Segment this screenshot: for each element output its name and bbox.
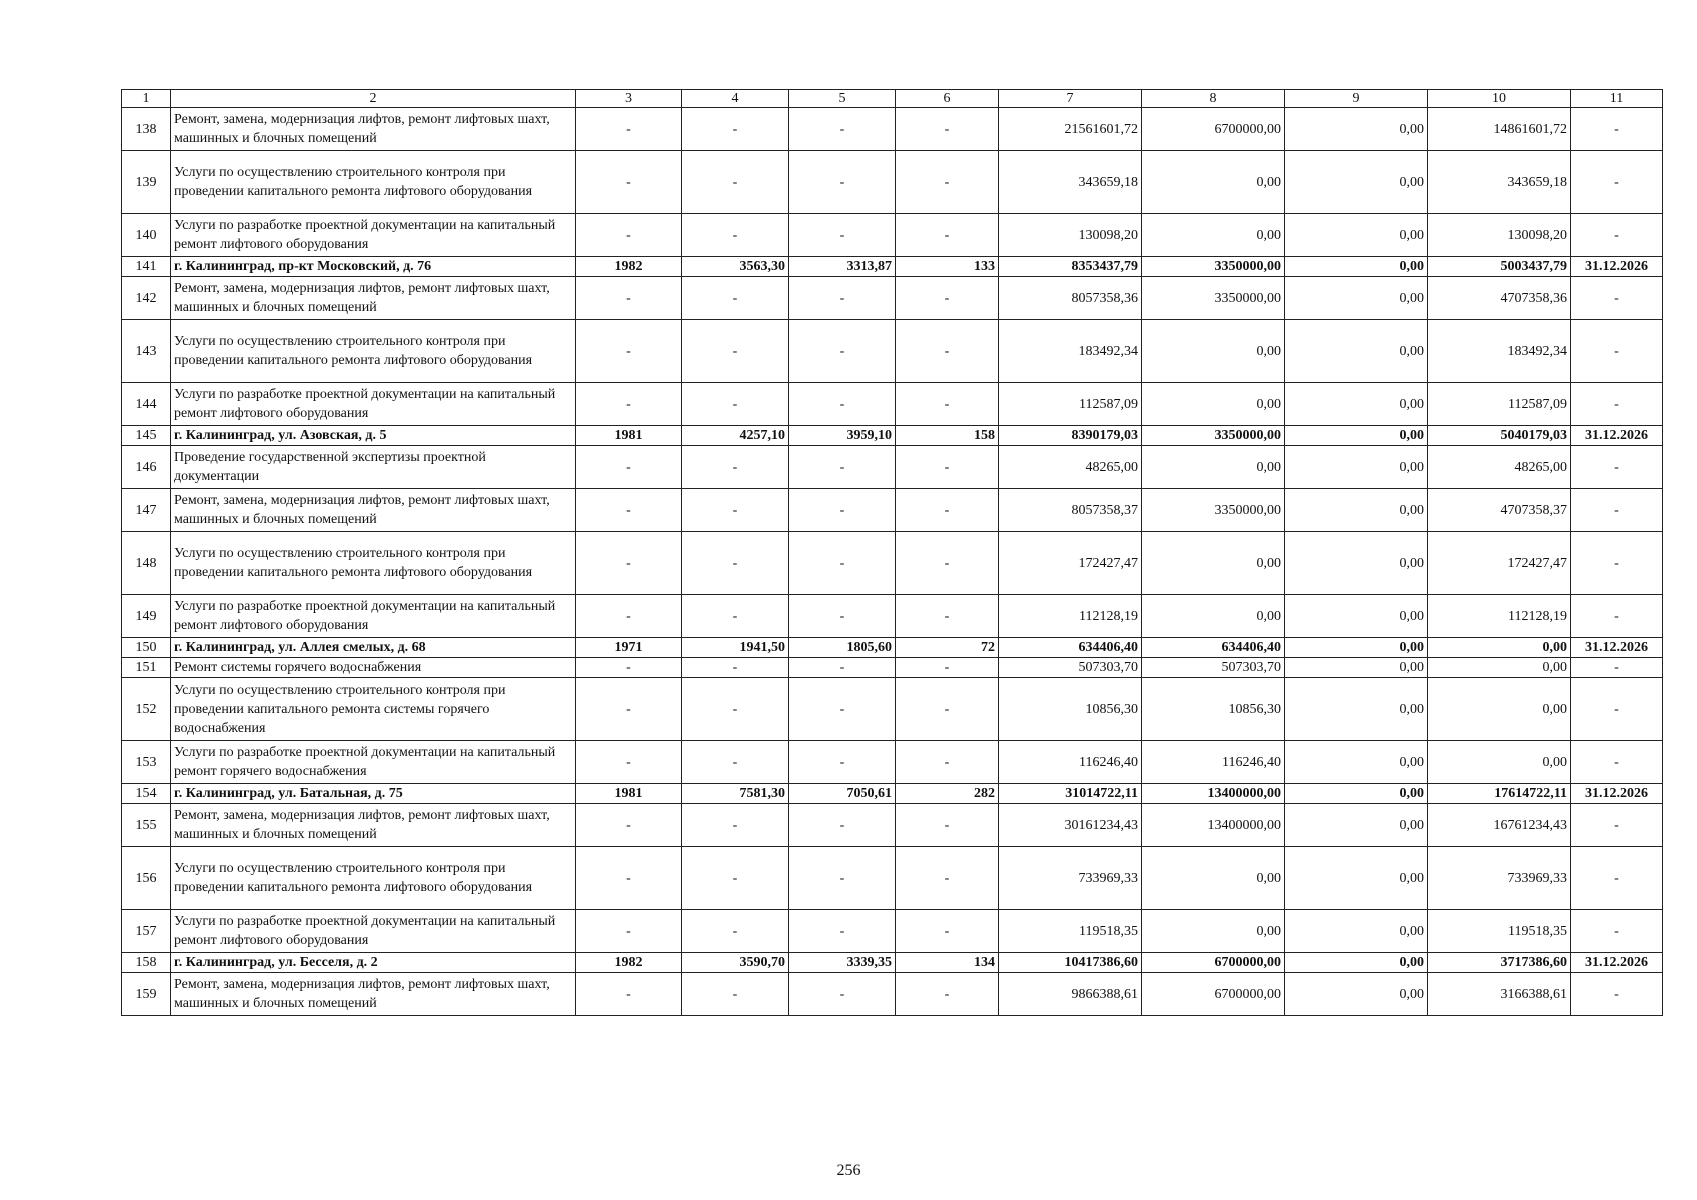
col11-date-cell: -	[1571, 383, 1663, 426]
row-number-cell: 148	[122, 532, 171, 595]
address-row	[122, 638, 1663, 658]
col4-cell: 3563,30	[682, 257, 789, 277]
col7-amount-cell: 130098,20	[999, 214, 1142, 257]
col6-cell: -	[896, 320, 999, 383]
column-header: 4	[682, 90, 789, 108]
col6-cell: 158	[896, 426, 999, 446]
col5-cell: -	[789, 678, 896, 741]
col5-cell: -	[789, 595, 896, 638]
col8-amount-cell: 0,00	[1142, 446, 1285, 489]
row-number-cell: 141	[122, 257, 171, 277]
col6-cell: 134	[896, 953, 999, 973]
row-number-cell: 145	[122, 426, 171, 446]
col7-amount-cell: 31014722,11	[999, 784, 1142, 804]
col9-amount-cell: 0,00	[1285, 277, 1428, 320]
page-number: 256	[836, 1162, 861, 1179]
col6-cell: -	[896, 741, 999, 784]
col7-amount-cell: 507303,70	[999, 658, 1142, 678]
row-number-cell: 151	[122, 658, 171, 678]
work-item-row	[122, 973, 1663, 1016]
col10-amount-cell: 0,00	[1428, 741, 1571, 784]
col9-amount-cell: 0,00	[1285, 108, 1428, 151]
col7-amount-cell: 30161234,43	[999, 804, 1142, 847]
col3-cell: 1981	[576, 426, 682, 446]
column-header: 5	[789, 90, 896, 108]
col8-amount-cell: 13400000,00	[1142, 784, 1285, 804]
address-row	[122, 784, 1663, 804]
col11-date-cell: -	[1571, 678, 1663, 741]
col9-amount-cell: 0,00	[1285, 151, 1428, 214]
col8-amount-cell: 507303,70	[1142, 658, 1285, 678]
col3-cell: -	[576, 383, 682, 426]
col5-cell: -	[789, 804, 896, 847]
col11-date-cell: 31.12.2026	[1571, 257, 1663, 277]
col6-cell: -	[896, 489, 999, 532]
col8-amount-cell: 0,00	[1142, 910, 1285, 953]
work-name-cell: Ремонт, замена, модернизация лифтов, ремонт лифтовых шахт, машинных и блочных помещений	[171, 489, 576, 532]
col8-amount-cell: 0,00	[1142, 320, 1285, 383]
col6-cell: 133	[896, 257, 999, 277]
col5-cell: -	[789, 383, 896, 426]
col10-amount-cell: 5040179,03	[1428, 426, 1571, 446]
col4-cell: -	[682, 214, 789, 257]
col10-amount-cell: 0,00	[1428, 678, 1571, 741]
col6-cell: 282	[896, 784, 999, 804]
col4-cell: -	[682, 489, 789, 532]
col10-amount-cell: 4707358,37	[1428, 489, 1571, 532]
col5-cell: 3959,10	[789, 426, 896, 446]
work-name-cell: г. Калининград, ул. Бесселя, д. 2	[171, 953, 576, 973]
col10-amount-cell: 4707358,36	[1428, 277, 1571, 320]
col3-cell: -	[576, 151, 682, 214]
row-number-cell: 138	[122, 108, 171, 151]
work-item-row	[122, 741, 1663, 784]
col4-cell: -	[682, 277, 789, 320]
col10-amount-cell: 5003437,79	[1428, 257, 1571, 277]
column-header: 7	[999, 90, 1142, 108]
col3-cell: -	[576, 446, 682, 489]
work-item-row	[122, 595, 1663, 638]
col8-amount-cell: 3350000,00	[1142, 277, 1285, 320]
col6-cell: -	[896, 658, 999, 678]
col4-cell: -	[682, 532, 789, 595]
col4-cell: 4257,10	[682, 426, 789, 446]
work-item-row	[122, 108, 1663, 151]
work-name-cell: Ремонт, замена, модернизация лифтов, ремонт лифтовых шахт, машинных и блочных помещений	[171, 108, 576, 151]
col3-cell: -	[576, 108, 682, 151]
col6-cell: -	[896, 214, 999, 257]
col8-amount-cell: 6700000,00	[1142, 973, 1285, 1016]
row-number-cell: 139	[122, 151, 171, 214]
column-header: 1	[122, 90, 171, 108]
col4-cell: -	[682, 320, 789, 383]
col5-cell: -	[789, 847, 896, 910]
work-item-row	[122, 678, 1663, 741]
col7-amount-cell: 8057358,36	[999, 277, 1142, 320]
col11-date-cell: 31.12.2026	[1571, 638, 1663, 658]
col8-amount-cell: 0,00	[1142, 383, 1285, 426]
row-number-cell: 140	[122, 214, 171, 257]
col9-amount-cell: 0,00	[1285, 532, 1428, 595]
work-item-row	[122, 910, 1663, 953]
col5-cell: -	[789, 214, 896, 257]
row-number-cell: 152	[122, 678, 171, 741]
col5-cell: -	[789, 973, 896, 1016]
col9-amount-cell: 0,00	[1285, 489, 1428, 532]
col6-cell: 72	[896, 638, 999, 658]
col3-cell: -	[576, 847, 682, 910]
col6-cell: -	[896, 151, 999, 214]
col5-cell: 3313,87	[789, 257, 896, 277]
col4-cell: -	[682, 446, 789, 489]
col3-cell: -	[576, 214, 682, 257]
col10-amount-cell: 0,00	[1428, 658, 1571, 678]
work-item-row	[122, 658, 1663, 678]
col3-cell: 1982	[576, 257, 682, 277]
col8-amount-cell: 3350000,00	[1142, 257, 1285, 277]
col8-amount-cell: 3350000,00	[1142, 426, 1285, 446]
work-item-row	[122, 151, 1663, 214]
col3-cell: -	[576, 277, 682, 320]
row-number-cell: 158	[122, 953, 171, 973]
work-item-row	[122, 532, 1663, 595]
work-name-cell: Проведение государственной экспертизы проектной документации	[171, 446, 576, 489]
col10-amount-cell: 16761234,43	[1428, 804, 1571, 847]
col7-amount-cell: 733969,33	[999, 847, 1142, 910]
row-number-cell: 154	[122, 784, 171, 804]
col3-cell: 1982	[576, 953, 682, 973]
col5-cell: 7050,61	[789, 784, 896, 804]
col10-amount-cell: 17614722,11	[1428, 784, 1571, 804]
row-number-cell: 157	[122, 910, 171, 953]
col7-amount-cell: 10856,30	[999, 678, 1142, 741]
col9-amount-cell: 0,00	[1285, 320, 1428, 383]
column-header: 2	[171, 90, 576, 108]
col6-cell: -	[896, 678, 999, 741]
col7-amount-cell: 183492,34	[999, 320, 1142, 383]
col11-date-cell: -	[1571, 214, 1663, 257]
work-name-cell: Ремонт, замена, модернизация лифтов, ремонт лифтовых шахт, машинных и блочных помещений	[171, 973, 576, 1016]
col4-cell: -	[682, 151, 789, 214]
col10-amount-cell: 172427,47	[1428, 532, 1571, 595]
col7-amount-cell: 8353437,79	[999, 257, 1142, 277]
col4-cell: 1941,50	[682, 638, 789, 658]
col10-amount-cell: 0,00	[1428, 638, 1571, 658]
row-number-cell: 146	[122, 446, 171, 489]
work-name-cell: Услуги по осуществлению строительного контроля при проведении капитального ремонта лифтового оборудования	[171, 532, 576, 595]
work-item-row	[122, 446, 1663, 489]
column-header: 3	[576, 90, 682, 108]
col4-cell: -	[682, 383, 789, 426]
col8-amount-cell: 0,00	[1142, 214, 1285, 257]
col11-date-cell: -	[1571, 532, 1663, 595]
col7-amount-cell: 10417386,60	[999, 953, 1142, 973]
col11-date-cell: -	[1571, 108, 1663, 151]
col9-amount-cell: 0,00	[1285, 784, 1428, 804]
row-number-cell: 155	[122, 804, 171, 847]
col7-amount-cell: 48265,00	[999, 446, 1142, 489]
col11-date-cell: -	[1571, 277, 1663, 320]
work-item-row	[122, 383, 1663, 426]
col11-date-cell: -	[1571, 151, 1663, 214]
col11-date-cell: -	[1571, 741, 1663, 784]
col9-amount-cell: 0,00	[1285, 595, 1428, 638]
col11-date-cell: -	[1571, 595, 1663, 638]
col9-amount-cell: 0,00	[1285, 953, 1428, 973]
work-item-row	[122, 320, 1663, 383]
column-number-header-row	[122, 90, 1663, 108]
column-header: 8	[1142, 90, 1285, 108]
col3-cell: 1981	[576, 784, 682, 804]
col3-cell: -	[576, 658, 682, 678]
work-name-cell: Ремонт, замена, модернизация лифтов, ремонт лифтовых шахт, машинных и блочных помещений	[171, 804, 576, 847]
col8-amount-cell: 116246,40	[1142, 741, 1285, 784]
col6-cell: -	[896, 532, 999, 595]
col6-cell: -	[896, 804, 999, 847]
col9-amount-cell: 0,00	[1285, 847, 1428, 910]
col4-cell: -	[682, 595, 789, 638]
col7-amount-cell: 343659,18	[999, 151, 1142, 214]
work-item-row	[122, 804, 1663, 847]
col4-cell: -	[682, 804, 789, 847]
col6-cell: -	[896, 910, 999, 953]
col4-cell: -	[682, 847, 789, 910]
col11-date-cell: -	[1571, 489, 1663, 532]
col4-cell: -	[682, 910, 789, 953]
row-number-cell: 153	[122, 741, 171, 784]
address-row	[122, 426, 1663, 446]
col9-amount-cell: 0,00	[1285, 973, 1428, 1016]
col5-cell: -	[789, 151, 896, 214]
row-number-cell: 149	[122, 595, 171, 638]
col5-cell: -	[789, 489, 896, 532]
col10-amount-cell: 733969,33	[1428, 847, 1571, 910]
col7-amount-cell: 112128,19	[999, 595, 1142, 638]
col7-amount-cell: 116246,40	[999, 741, 1142, 784]
work-name-cell: г. Калининград, ул. Аллея смелых, д. 68	[171, 638, 576, 658]
row-number-cell: 150	[122, 638, 171, 658]
col11-date-cell: -	[1571, 320, 1663, 383]
col7-amount-cell: 8057358,37	[999, 489, 1142, 532]
col6-cell: -	[896, 847, 999, 910]
col10-amount-cell: 112587,09	[1428, 383, 1571, 426]
col8-amount-cell: 13400000,00	[1142, 804, 1285, 847]
work-name-cell: Услуги по разработке проектной документации на капитальный ремонт лифтового оборудования	[171, 595, 576, 638]
col5-cell: -	[789, 320, 896, 383]
col9-amount-cell: 0,00	[1285, 257, 1428, 277]
work-name-cell: Услуги по осуществлению строительного контроля при проведении капитального ремонта лифтового оборудования	[171, 847, 576, 910]
col6-cell: -	[896, 973, 999, 1016]
col9-amount-cell: 0,00	[1285, 214, 1428, 257]
col7-amount-cell: 21561601,72	[999, 108, 1142, 151]
column-header: 10	[1428, 90, 1571, 108]
col6-cell: -	[896, 108, 999, 151]
work-name-cell: Услуги по разработке проектной документации на капитальный ремонт лифтового оборудования	[171, 910, 576, 953]
col9-amount-cell: 0,00	[1285, 658, 1428, 678]
col10-amount-cell: 112128,19	[1428, 595, 1571, 638]
work-name-cell: Ремонт системы горячего водоснабжения	[171, 658, 576, 678]
col6-cell: -	[896, 277, 999, 320]
col5-cell: -	[789, 658, 896, 678]
col8-amount-cell: 0,00	[1142, 595, 1285, 638]
work-item-row	[122, 489, 1663, 532]
col11-date-cell: 31.12.2026	[1571, 784, 1663, 804]
col3-cell: -	[576, 973, 682, 1016]
col6-cell: -	[896, 595, 999, 638]
address-row	[122, 953, 1663, 973]
work-name-cell: Услуги по осуществлению строительного контроля при проведении капитального ремонта лифтового оборудования	[171, 151, 576, 214]
col11-date-cell: -	[1571, 973, 1663, 1016]
col11-date-cell: 31.12.2026	[1571, 953, 1663, 973]
col10-amount-cell: 3166388,61	[1428, 973, 1571, 1016]
col11-date-cell: -	[1571, 804, 1663, 847]
col10-amount-cell: 119518,35	[1428, 910, 1571, 953]
row-number-cell: 143	[122, 320, 171, 383]
col10-amount-cell: 130098,20	[1428, 214, 1571, 257]
col7-amount-cell: 8390179,03	[999, 426, 1142, 446]
col5-cell: -	[789, 277, 896, 320]
col3-cell: -	[576, 741, 682, 784]
col4-cell: -	[682, 678, 789, 741]
work-item-row	[122, 277, 1663, 320]
col3-cell: -	[576, 489, 682, 532]
col4-cell: -	[682, 741, 789, 784]
col6-cell: -	[896, 383, 999, 426]
col8-amount-cell: 6700000,00	[1142, 108, 1285, 151]
col9-amount-cell: 0,00	[1285, 741, 1428, 784]
work-item-row	[122, 847, 1663, 910]
col3-cell: -	[576, 678, 682, 741]
col11-date-cell: -	[1571, 847, 1663, 910]
col8-amount-cell: 0,00	[1142, 847, 1285, 910]
col4-cell: -	[682, 108, 789, 151]
col8-amount-cell: 0,00	[1142, 151, 1285, 214]
col11-date-cell: -	[1571, 446, 1663, 489]
col4-cell: -	[682, 973, 789, 1016]
col5-cell: -	[789, 910, 896, 953]
col9-amount-cell: 0,00	[1285, 804, 1428, 847]
col7-amount-cell: 119518,35	[999, 910, 1142, 953]
column-header: 9	[1285, 90, 1428, 108]
col11-date-cell: 31.12.2026	[1571, 426, 1663, 446]
col3-cell: -	[576, 804, 682, 847]
col9-amount-cell: 0,00	[1285, 426, 1428, 446]
col9-amount-cell: 0,00	[1285, 910, 1428, 953]
col7-amount-cell: 112587,09	[999, 383, 1142, 426]
row-number-cell: 144	[122, 383, 171, 426]
work-name-cell: Услуги по осуществлению строительного контроля при проведении капитального ремонта системы горячего водоснабжения	[171, 678, 576, 741]
col8-amount-cell: 0,00	[1142, 532, 1285, 595]
row-number-cell: 142	[122, 277, 171, 320]
col9-amount-cell: 0,00	[1285, 678, 1428, 741]
col10-amount-cell: 343659,18	[1428, 151, 1571, 214]
address-row	[122, 257, 1663, 277]
col8-amount-cell: 10856,30	[1142, 678, 1285, 741]
row-number-cell: 156	[122, 847, 171, 910]
col5-cell: -	[789, 446, 896, 489]
work-name-cell: Услуги по разработке проектной документации на капитальный ремонт горячего водоснабжения	[171, 741, 576, 784]
work-name-cell: г. Калининград, ул. Азовская, д. 5	[171, 426, 576, 446]
col7-amount-cell: 9866388,61	[999, 973, 1142, 1016]
work-name-cell: Услуги по осуществлению строительного контроля при проведении капитального ремонта лифтового оборудования	[171, 320, 576, 383]
col5-cell: -	[789, 741, 896, 784]
column-header: 11	[1571, 90, 1663, 108]
col4-cell: 3590,70	[682, 953, 789, 973]
col8-amount-cell: 3350000,00	[1142, 489, 1285, 532]
col10-amount-cell: 3717386,60	[1428, 953, 1571, 973]
col4-cell: -	[682, 658, 789, 678]
col11-date-cell: -	[1571, 910, 1663, 953]
col3-cell: -	[576, 320, 682, 383]
col5-cell: 1805,60	[789, 638, 896, 658]
col7-amount-cell: 172427,47	[999, 532, 1142, 595]
col3-cell: -	[576, 910, 682, 953]
col11-date-cell: -	[1571, 658, 1663, 678]
col7-amount-cell: 634406,40	[999, 638, 1142, 658]
col5-cell: -	[789, 108, 896, 151]
col9-amount-cell: 0,00	[1285, 446, 1428, 489]
work-name-cell: Ремонт, замена, модернизация лифтов, ремонт лифтовых шахт, машинных и блочных помещений	[171, 277, 576, 320]
col9-amount-cell: 0,00	[1285, 383, 1428, 426]
column-header: 6	[896, 90, 999, 108]
work-item-row	[122, 214, 1663, 257]
work-name-cell: Услуги по разработке проектной документации на капитальный ремонт лифтового оборудования	[171, 214, 576, 257]
col10-amount-cell: 183492,34	[1428, 320, 1571, 383]
row-number-cell: 159	[122, 973, 171, 1016]
col10-amount-cell: 48265,00	[1428, 446, 1571, 489]
col6-cell: -	[896, 446, 999, 489]
row-number-cell: 147	[122, 489, 171, 532]
col3-cell: -	[576, 532, 682, 595]
col10-amount-cell: 14861601,72	[1428, 108, 1571, 151]
work-name-cell: Услуги по разработке проектной документации на капитальный ремонт лифтового оборудования	[171, 383, 576, 426]
col5-cell: -	[789, 532, 896, 595]
capital-repair-table	[121, 89, 1663, 1016]
col9-amount-cell: 0,00	[1285, 638, 1428, 658]
col3-cell: -	[576, 595, 682, 638]
col3-cell: 1971	[576, 638, 682, 658]
col8-amount-cell: 6700000,00	[1142, 953, 1285, 973]
work-name-cell: г. Калининград, ул. Батальная, д. 75	[171, 784, 576, 804]
col5-cell: 3339,35	[789, 953, 896, 973]
col8-amount-cell: 634406,40	[1142, 638, 1285, 658]
col4-cell: 7581,30	[682, 784, 789, 804]
work-name-cell: г. Калининград, пр-кт Московский, д. 76	[171, 257, 576, 277]
